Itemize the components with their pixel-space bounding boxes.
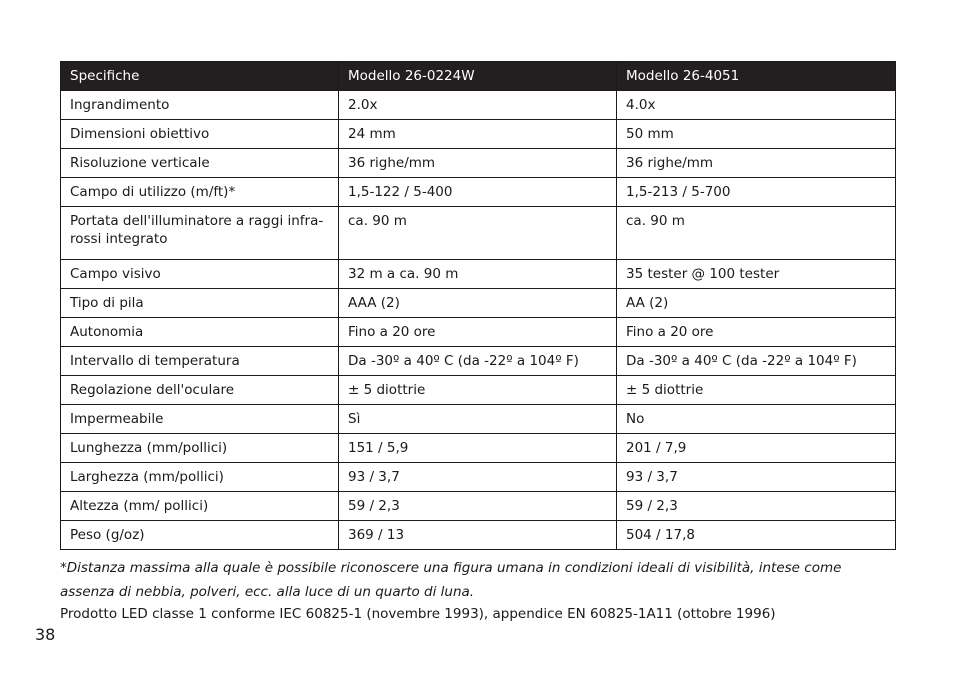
led-compliance-note: Prodotto LED classe 1 conforme IEC 60825-1 (novembre 1993), appendice EN 60825-1A11 (ottobre 1996) — [60, 606, 776, 622]
row-label: Risoluzione verticale — [61, 149, 339, 178]
model-a-value: 59 / 2,3 — [339, 492, 617, 521]
model-b-value: 50 mm — [617, 120, 896, 149]
footnote: *Distanza massima alla quale è possibile riconoscere una figura umana in condizioni ideali di visibilità, intese come assenza di nebbia, polveri, ecc. alla luce di un quarto di luna. — [60, 560, 842, 600]
table-row — [61, 318, 896, 347]
model-a-value: 369 / 13 — [339, 521, 617, 550]
model-b-value: 1,5-213 / 5-700 — [617, 178, 896, 207]
table-row — [61, 405, 896, 434]
model-a-value: Fino a 20 ore — [339, 318, 617, 347]
table-row — [61, 463, 896, 492]
model-b-value: 93 / 3,7 — [617, 463, 896, 492]
table-row — [61, 120, 896, 149]
table-row — [61, 492, 896, 521]
model-a-value: 2.0x — [339, 91, 617, 120]
model-a-value: 93 / 3,7 — [339, 463, 617, 492]
table-row — [61, 260, 896, 289]
row-label: Tipo di pila — [61, 289, 339, 318]
row-label: Portata dell'illuminatore a raggi infra-rossi integrato — [61, 207, 339, 260]
model-b-value: AA (2) — [617, 289, 896, 318]
row-label: Impermeabile — [61, 405, 339, 434]
row-label: Ingrandimento — [61, 91, 339, 120]
model-a-value: 24 mm — [339, 120, 617, 149]
model-a-value: Da -30º a 40º C (da -22º a 104º F) — [339, 347, 617, 376]
table-row — [61, 207, 896, 260]
row-label: Dimensioni obiettivo — [61, 120, 339, 149]
model-b-value: 59 / 2,3 — [617, 492, 896, 521]
row-label: Altezza (mm/ pollici) — [61, 492, 339, 521]
model-a-value: 151 / 5,9 — [339, 434, 617, 463]
model-b-value: 35 tester @ 100 tester — [617, 260, 896, 289]
table-row — [61, 178, 896, 207]
model-a-value: 1,5-122 / 5-400 — [339, 178, 617, 207]
table-row — [61, 91, 896, 120]
header-model-26-0224w: Modello 26-0224W — [339, 62, 617, 91]
table-row — [61, 376, 896, 405]
table-row — [61, 521, 896, 550]
model-a-value: ca. 90 m — [339, 207, 617, 260]
row-label: Regolazione dell'oculare — [61, 376, 339, 405]
model-b-value: Da -30º a 40º C (da -22º a 104º F) — [617, 347, 896, 376]
model-b-value: ca. 90 m — [617, 207, 896, 260]
model-b-value: 201 / 7,9 — [617, 434, 896, 463]
model-b-value: Fino a 20 ore — [617, 318, 896, 347]
table-row — [61, 434, 896, 463]
model-b-value: ± 5 diottrie — [617, 376, 896, 405]
table-row — [61, 149, 896, 178]
specifications-table — [60, 61, 896, 550]
header-model-26-4051: Modello 26-4051 — [617, 62, 896, 91]
model-b-value: 4.0x — [617, 91, 896, 120]
model-a-value: ± 5 diottrie — [339, 376, 617, 405]
model-b-value: No — [617, 405, 896, 434]
row-label: Campo di utilizzo (m/ft)* — [61, 178, 339, 207]
row-label: Intervallo di temperatura — [61, 347, 339, 376]
row-label: Autonomia — [61, 318, 339, 347]
row-label: Larghezza (mm/pollici) — [61, 463, 339, 492]
table-header-row — [61, 62, 896, 91]
row-label: Campo visivo — [61, 260, 339, 289]
model-a-value: 32 m a ca. 90 m — [339, 260, 617, 289]
header-specifiche: Specifiche — [61, 62, 339, 91]
row-label: Lunghezza (mm/pollici) — [61, 434, 339, 463]
table-row — [61, 289, 896, 318]
model-a-value: 36 righe/mm — [339, 149, 617, 178]
model-b-value: 504 / 17,8 — [617, 521, 896, 550]
row-label: Peso (g/oz) — [61, 521, 339, 550]
model-a-value: AAA (2) — [339, 289, 617, 318]
model-a-value: Sì — [339, 405, 617, 434]
table-row — [61, 347, 896, 376]
model-b-value: 36 righe/mm — [617, 149, 896, 178]
page-number: 38 — [35, 625, 56, 644]
